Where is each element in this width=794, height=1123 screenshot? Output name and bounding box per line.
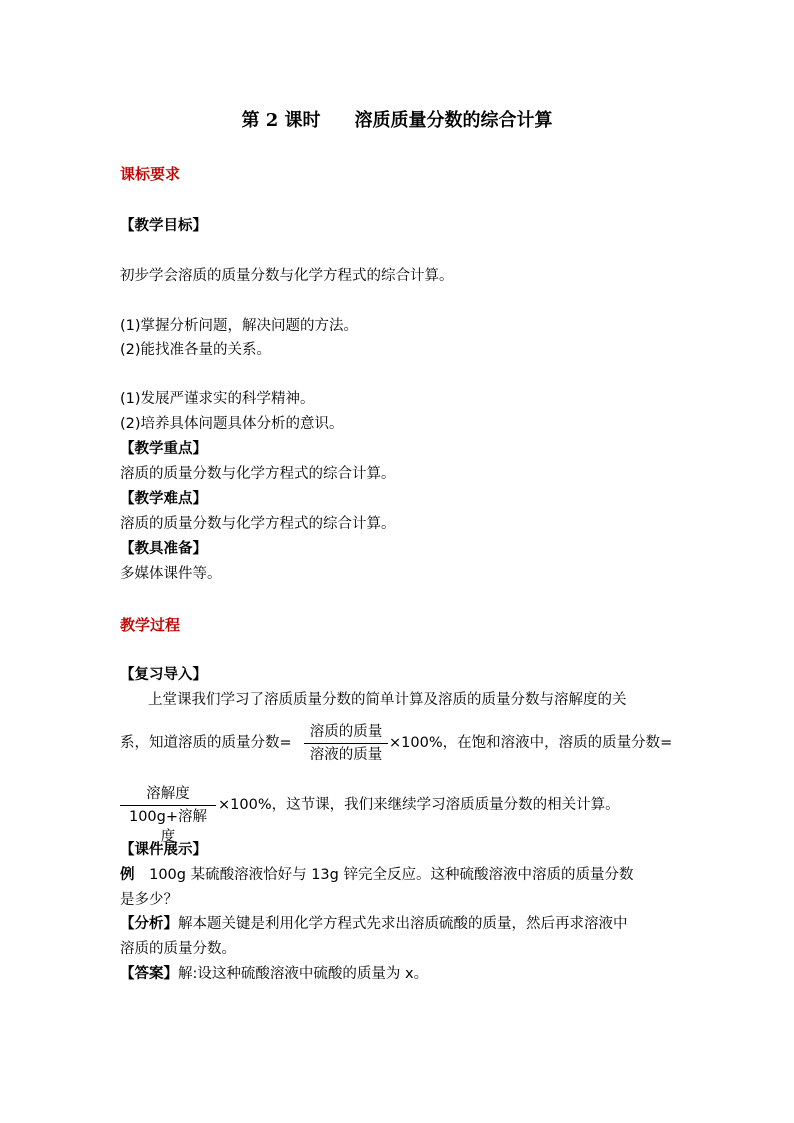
analysis-line-1 bbox=[120, 914, 628, 934]
example-line-1 bbox=[120, 865, 633, 885]
review-line-2-prefix: 系，知道溶质的质量分数= bbox=[120, 735, 292, 751]
page-title bbox=[0, 106, 794, 132]
fraction-numerator: 溶质的质量 bbox=[309, 724, 383, 740]
key-point-text: 溶质的质量分数与化学方程式的综合计算。 bbox=[120, 466, 396, 482]
objective-knowledge: 初步学会溶质的质量分数与化学方程式的综合计算。 bbox=[120, 268, 454, 284]
fraction-solubility bbox=[120, 784, 216, 847]
example-label: 例 bbox=[120, 867, 135, 883]
fraction-denominator: 100g+溶解度 bbox=[128, 809, 208, 845]
example-text-1: 100g 某硫酸溶液恰好与 13g 锌完全反应。这种硫酸溶液中溶质的质量分数 bbox=[149, 867, 634, 883]
difficulty-text: 溶质的质量分数与化学方程式的综合计算。 bbox=[120, 516, 396, 532]
key-point-heading: 【教学重点】 bbox=[120, 441, 207, 457]
fraction-bar bbox=[120, 805, 216, 806]
lesson-topic: 溶质质量分数的综合计算 bbox=[354, 110, 553, 131]
objectives-heading: 【教学目标】 bbox=[120, 218, 207, 234]
fraction-bar bbox=[304, 743, 388, 744]
review-line-1: 上堂课我们学习了溶质质量分数的简单计算及溶质的质量分数与溶解度的关 bbox=[148, 692, 627, 708]
example-line-2: 是多少？ bbox=[120, 892, 178, 908]
analysis-text-1: 解本题关键是利用化学方程式先求出溶质硫酸的质量，然后再求溶液中 bbox=[178, 916, 628, 932]
courseware-heading: 【课件展示】 bbox=[120, 842, 207, 858]
objective-emotion-2: (2)培养具体问题具体分析的意识。 bbox=[120, 416, 344, 432]
answer-line bbox=[120, 964, 428, 984]
section-process: 教学过程 bbox=[120, 616, 181, 634]
objective-emotion-1: (1)发展严谨求实的科学精神。 bbox=[120, 391, 315, 407]
review-heading: 【复习导入】 bbox=[120, 667, 207, 683]
fraction-solute-over-solution bbox=[304, 722, 388, 765]
prep-text: 多媒体课件等。 bbox=[120, 566, 222, 582]
objective-ability-1: (1)掌握分析问题，解决问题的方法。 bbox=[120, 318, 359, 334]
section-requirements: 课标要求 bbox=[120, 165, 181, 183]
review-line-3: ×100%，这节课，我们来继续学习溶质质量分数的相关计算。 bbox=[218, 797, 620, 813]
answer-label: 【答案】 bbox=[120, 966, 178, 982]
objective-ability-2: (2)能找准各量的关系。 bbox=[120, 342, 272, 358]
lesson-number: 第 2 课时 bbox=[241, 110, 321, 131]
review-line-2-suffix: ×100%，在饱和溶液中，溶质的质量分数= bbox=[389, 735, 673, 751]
analysis-line-2: 溶质的质量分数。 bbox=[120, 941, 236, 957]
fraction-numerator: 溶解度 bbox=[146, 786, 190, 802]
prep-heading: 【教具准备】 bbox=[120, 541, 207, 557]
fraction-denominator: 溶液的质量 bbox=[309, 747, 383, 763]
difficulty-heading: 【教学难点】 bbox=[120, 491, 207, 507]
answer-text: 解:设这种硫酸溶液中硫酸的质量为 x。 bbox=[178, 966, 429, 982]
analysis-label: 【分析】 bbox=[120, 916, 178, 932]
